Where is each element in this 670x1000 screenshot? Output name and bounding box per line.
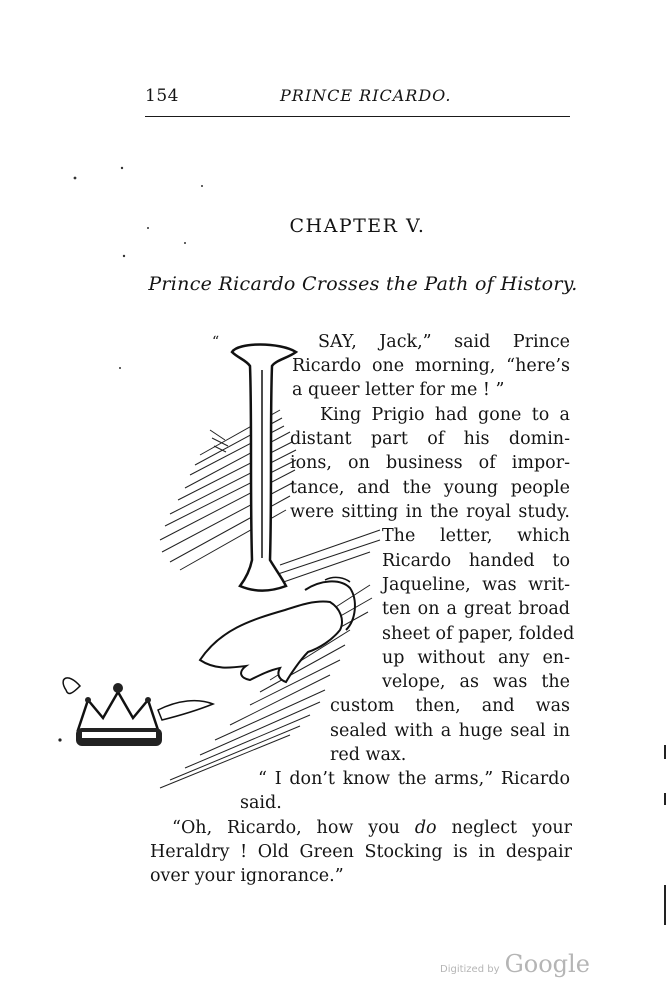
text-line: Heraldry ! Old Green Stocking is in despair xyxy=(150,842,572,862)
text-line: ions, on business of impor- xyxy=(290,453,570,473)
text-line: Ricardo handed to xyxy=(382,551,570,571)
text-line: were sitting in the royal study. xyxy=(290,502,570,522)
text-line: “ I don’t know the arms,” Ricardo xyxy=(258,769,570,789)
chapter-heading: CHAPTER V. xyxy=(289,215,426,237)
text-line: Ricardo one morning, “here’s xyxy=(292,356,570,376)
text-line: ten on a great broad xyxy=(382,599,570,619)
emphasized-word: do xyxy=(414,818,437,838)
text-line: The letter, which xyxy=(382,526,570,546)
text-line: said. xyxy=(240,793,282,813)
text-line: King Prigio had gone to a xyxy=(320,405,570,425)
text-line: a queer letter for me ! ” xyxy=(292,380,505,400)
text-line: distant part of his domin- xyxy=(290,429,570,449)
text-line: custom then, and was xyxy=(330,696,570,716)
text-line: tance, and the young people xyxy=(290,478,570,498)
text-line: Jaqueline, was writ- xyxy=(382,575,570,595)
google-logo: Google xyxy=(504,950,590,978)
chapter-subtitle: Prince Ricardo Crosses the Path of History. xyxy=(148,273,578,295)
scan-edge-mark xyxy=(664,745,666,759)
text-line: sheet of paper, folded xyxy=(382,624,575,644)
text-line: over your ignorance.” xyxy=(150,866,344,886)
scan-edge-mark xyxy=(664,885,666,925)
opening-quote-mark: “ xyxy=(212,334,220,350)
text-line: SAY, Jack,” said Prince xyxy=(318,332,570,352)
text-line: red wax. xyxy=(330,745,407,765)
running-title: PRINCE RICARDO. xyxy=(280,86,452,105)
digitized-watermark xyxy=(440,950,590,978)
text-line: velope, as was the xyxy=(382,672,570,692)
digitized-prefix: Digitized by xyxy=(440,964,500,975)
text-line: sealed with a huge seal in xyxy=(330,721,570,741)
text-line: up without any en- xyxy=(382,648,570,668)
scan-edge-mark xyxy=(664,793,666,805)
text-line: “Oh, Ricardo, how you do neglect your xyxy=(172,818,572,838)
page-number: 154 xyxy=(145,86,179,106)
